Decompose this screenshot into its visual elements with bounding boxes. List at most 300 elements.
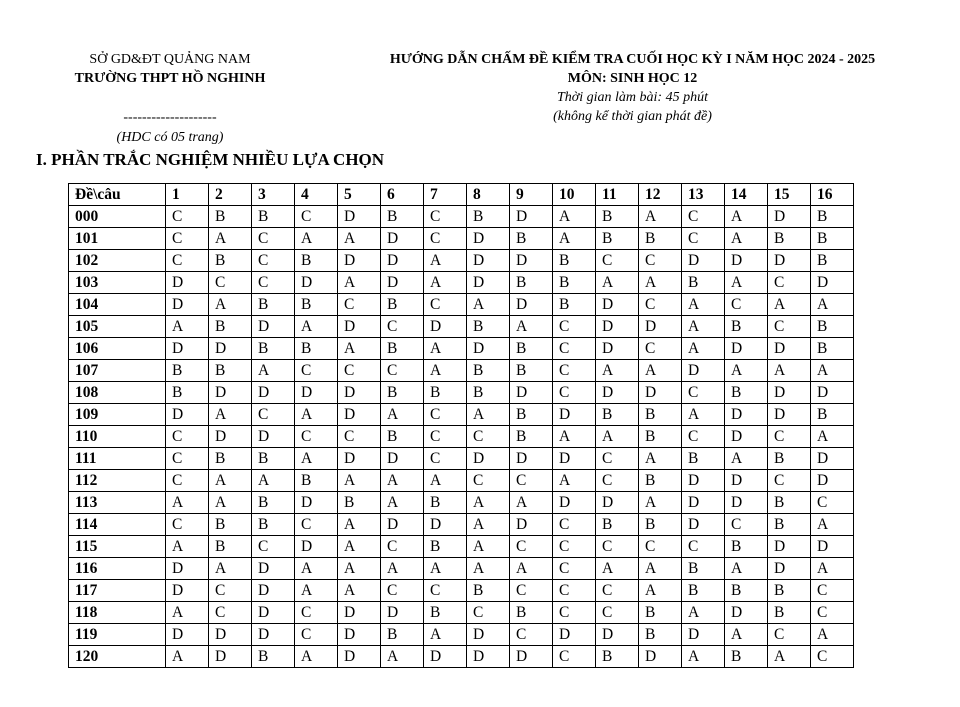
answer-cell: C	[553, 316, 596, 338]
answer-cell: D	[725, 426, 768, 448]
answer-cell: D	[811, 536, 854, 558]
answer-cell: B	[252, 448, 295, 470]
left-header	[60, 50, 280, 147]
exam-code-cell: 107	[69, 360, 166, 382]
answer-cell: B	[725, 580, 768, 602]
answer-cell: A	[424, 558, 467, 580]
answer-cell: B	[381, 294, 424, 316]
answer-cell: B	[209, 514, 252, 536]
answer-cell: C	[424, 580, 467, 602]
answer-cell: D	[467, 448, 510, 470]
answer-cell: A	[553, 228, 596, 250]
answer-cell: C	[682, 228, 725, 250]
answer-cell: A	[639, 206, 682, 228]
answer-cell: C	[682, 206, 725, 228]
column-header: 12	[639, 184, 682, 206]
answer-cell: D	[467, 272, 510, 294]
answer-cell: C	[166, 448, 209, 470]
answer-cell: C	[295, 360, 338, 382]
answer-cell: B	[682, 558, 725, 580]
answer-cell: C	[510, 624, 553, 646]
answer-cell: D	[209, 382, 252, 404]
answer-cell: A	[209, 294, 252, 316]
answer-cell: A	[768, 646, 811, 668]
answer-cell: B	[596, 206, 639, 228]
answer-cell: C	[252, 272, 295, 294]
answer-cell: B	[768, 514, 811, 536]
answer-cell: B	[768, 228, 811, 250]
answer-cell: A	[596, 426, 639, 448]
table-row	[69, 228, 854, 250]
answer-cell: B	[768, 602, 811, 624]
answer-cell: B	[639, 470, 682, 492]
answer-cell: D	[639, 316, 682, 338]
exam-code-cell: 105	[69, 316, 166, 338]
answer-cell: D	[811, 448, 854, 470]
table-row	[69, 646, 854, 668]
answer-cell: B	[725, 316, 768, 338]
table-row	[69, 382, 854, 404]
answer-cell: B	[596, 646, 639, 668]
answer-cell: C	[639, 250, 682, 272]
answer-cell: B	[381, 426, 424, 448]
answer-cell: B	[768, 492, 811, 514]
answer-cell: A	[596, 558, 639, 580]
answer-cell: A	[811, 426, 854, 448]
answer-cell: B	[209, 448, 252, 470]
answer-cell: D	[166, 624, 209, 646]
answer-cell: D	[510, 448, 553, 470]
table-row	[69, 206, 854, 228]
answer-cell: A	[596, 272, 639, 294]
answer-cell: B	[252, 206, 295, 228]
answer-cell: C	[553, 602, 596, 624]
answer-cell: D	[510, 294, 553, 316]
answer-cell: B	[510, 338, 553, 360]
answer-cell: A	[682, 602, 725, 624]
answer-cell: B	[338, 492, 381, 514]
answer-cell: D	[252, 316, 295, 338]
answer-cell: A	[166, 316, 209, 338]
exam-code-cell: 000	[69, 206, 166, 228]
answer-cell: C	[768, 272, 811, 294]
answer-cell: A	[510, 492, 553, 514]
table-row	[69, 316, 854, 338]
answer-cell: D	[467, 250, 510, 272]
section-heading: I. PHẦN TRẮC NGHIỆM NHIỀU LỰA CHỌN	[36, 150, 385, 169]
answer-cell: C	[596, 602, 639, 624]
table-row	[69, 514, 854, 536]
exam-code-cell: 101	[69, 228, 166, 250]
answer-cell: A	[510, 558, 553, 580]
answer-cell: D	[381, 228, 424, 250]
answer-cell: C	[166, 470, 209, 492]
answer-cell: C	[811, 602, 854, 624]
answer-cell: A	[252, 360, 295, 382]
answer-cell: B	[424, 536, 467, 558]
answer-cell: A	[424, 470, 467, 492]
answer-cell: A	[639, 492, 682, 514]
answer-cell: A	[682, 294, 725, 316]
answer-cell: B	[811, 206, 854, 228]
answer-cell: B	[252, 492, 295, 514]
table-row	[69, 580, 854, 602]
answer-cell: B	[682, 448, 725, 470]
subject-line: MÔN: SINH HỌC 12	[567, 71, 698, 86]
table-row	[69, 426, 854, 448]
answer-cell: A	[811, 514, 854, 536]
answer-cell: B	[510, 272, 553, 294]
table-corner-header: Đề\câu	[69, 184, 166, 206]
answer-cell: B	[209, 316, 252, 338]
answer-cell: D	[209, 426, 252, 448]
answer-cell: C	[467, 426, 510, 448]
table-row	[69, 470, 854, 492]
answer-cell: B	[424, 492, 467, 514]
answer-cell: B	[639, 602, 682, 624]
answer-cell: B	[768, 448, 811, 470]
time-limit: Thời gian làm bài: 45 phút	[557, 90, 708, 105]
column-header: 16	[811, 184, 854, 206]
answer-cell: A	[510, 316, 553, 338]
table-row	[69, 294, 854, 316]
answer-cell: A	[768, 294, 811, 316]
answer-cell: C	[424, 294, 467, 316]
answer-cell: A	[467, 404, 510, 426]
answer-cell: D	[553, 492, 596, 514]
answer-cell: A	[209, 492, 252, 514]
answer-cell: C	[209, 272, 252, 294]
time-note: (không kể thời gian phát đề)	[553, 109, 712, 124]
table-row	[69, 558, 854, 580]
answer-cell: A	[639, 272, 682, 294]
answer-cell: B	[811, 250, 854, 272]
answer-cell: C	[768, 316, 811, 338]
answer-cell: A	[338, 558, 381, 580]
answer-cell: D	[510, 514, 553, 536]
answer-cell: A	[338, 272, 381, 294]
answer-cell: C	[381, 536, 424, 558]
answer-cell: C	[166, 206, 209, 228]
answer-cell: C	[209, 580, 252, 602]
exam-code-cell: 113	[69, 492, 166, 514]
right-header	[340, 50, 925, 126]
answer-cell: D	[338, 206, 381, 228]
answer-cell: C	[252, 250, 295, 272]
answer-cell: A	[166, 602, 209, 624]
answer-cell: A	[811, 360, 854, 382]
answer-cell: B	[725, 646, 768, 668]
answer-cell: B	[295, 294, 338, 316]
answer-cell: D	[768, 558, 811, 580]
column-header: 11	[596, 184, 639, 206]
table-row	[69, 624, 854, 646]
document-title: HƯỚNG DẪN CHẤM ĐỀ KIỂM TRA CUỐI HỌC KỲ I NĂM HỌC 2024 - 2025	[389, 52, 876, 67]
answer-cell: B	[424, 382, 467, 404]
column-header: 4	[295, 184, 338, 206]
answer-cell: D	[553, 448, 596, 470]
answer-cell: C	[424, 448, 467, 470]
answer-cell: B	[682, 272, 725, 294]
answer-cell: A	[424, 250, 467, 272]
answer-cell: C	[553, 646, 596, 668]
answer-cell: D	[295, 382, 338, 404]
answer-cell: A	[166, 646, 209, 668]
table-row	[69, 338, 854, 360]
answer-cell: D	[338, 646, 381, 668]
answer-cell: C	[381, 580, 424, 602]
department-name: SỞ GD&ĐT QUẢNG NAM	[89, 52, 251, 67]
answer-cell: B	[553, 294, 596, 316]
answer-cell: C	[682, 536, 725, 558]
column-header: 3	[252, 184, 295, 206]
answer-cell: D	[467, 624, 510, 646]
answer-cell: B	[252, 294, 295, 316]
answer-cell: B	[639, 514, 682, 536]
answer-cell: A	[424, 360, 467, 382]
answer-cell: D	[682, 624, 725, 646]
answer-cell: D	[811, 272, 854, 294]
answer-cell: D	[553, 624, 596, 646]
answer-cell: C	[424, 206, 467, 228]
answer-cell: A	[209, 470, 252, 492]
answer-cell: A	[338, 514, 381, 536]
answer-cell: D	[725, 470, 768, 492]
answer-cell: D	[209, 624, 252, 646]
answer-cell: D	[811, 382, 854, 404]
answer-cell: B	[467, 316, 510, 338]
answer-cell: D	[295, 272, 338, 294]
column-header: 7	[424, 184, 467, 206]
answer-cell: A	[682, 404, 725, 426]
answer-cell: D	[725, 602, 768, 624]
answer-cell: A	[381, 404, 424, 426]
answer-cell: C	[811, 492, 854, 514]
column-header: 1	[166, 184, 209, 206]
answer-cell: B	[467, 360, 510, 382]
answer-cell: B	[725, 536, 768, 558]
answer-cell: A	[467, 558, 510, 580]
answer-cell: D	[381, 602, 424, 624]
answer-cell: C	[596, 250, 639, 272]
answer-cell: D	[682, 360, 725, 382]
answer-cell: A	[338, 536, 381, 558]
answer-cell: B	[381, 338, 424, 360]
answer-cell: A	[295, 448, 338, 470]
answer-cell: D	[166, 404, 209, 426]
answer-cell: A	[725, 558, 768, 580]
answer-cell: D	[768, 250, 811, 272]
answer-cell: A	[682, 338, 725, 360]
column-header: 10	[553, 184, 596, 206]
answer-cell: D	[510, 206, 553, 228]
answer-cell: C	[166, 514, 209, 536]
answer-cell: A	[811, 294, 854, 316]
answer-cell: A	[467, 492, 510, 514]
answer-cell: D	[768, 206, 811, 228]
answer-cell: A	[295, 646, 338, 668]
answer-cell: C	[553, 514, 596, 536]
answer-cell: C	[338, 294, 381, 316]
answer-cell: D	[252, 602, 295, 624]
answer-cell: B	[424, 602, 467, 624]
answer-cell: A	[725, 360, 768, 382]
answer-cell: C	[467, 602, 510, 624]
answer-cell: A	[338, 228, 381, 250]
answer-cell: C	[596, 580, 639, 602]
answer-cell: B	[209, 250, 252, 272]
answer-cell: D	[596, 338, 639, 360]
exam-code-cell: 117	[69, 580, 166, 602]
column-header: 8	[467, 184, 510, 206]
answer-cell: D	[338, 602, 381, 624]
answer-cell: C	[811, 580, 854, 602]
answer-cell: A	[639, 448, 682, 470]
answer-cell: A	[209, 558, 252, 580]
answer-cell: C	[553, 360, 596, 382]
answer-cell: D	[768, 382, 811, 404]
answer-cell: D	[252, 624, 295, 646]
answer-cell: C	[424, 426, 467, 448]
answer-cell: A	[338, 580, 381, 602]
answer-cell: A	[295, 228, 338, 250]
answer-cell: C	[725, 514, 768, 536]
answer-cell: A	[725, 206, 768, 228]
answer-cell: B	[811, 338, 854, 360]
answer-cell: C	[381, 316, 424, 338]
answer-cell: A	[295, 404, 338, 426]
answer-cell: C	[639, 294, 682, 316]
answer-cell: B	[510, 602, 553, 624]
answer-cell: B	[510, 426, 553, 448]
answer-cell: C	[553, 580, 596, 602]
answer-cell: D	[166, 558, 209, 580]
table-row	[69, 492, 854, 514]
answer-cell: A	[725, 228, 768, 250]
answer-cell: B	[209, 206, 252, 228]
answer-cell: C	[424, 404, 467, 426]
exam-code-cell: 112	[69, 470, 166, 492]
column-header: 9	[510, 184, 553, 206]
column-header: 15	[768, 184, 811, 206]
answer-cell: C	[596, 448, 639, 470]
answer-cell: C	[166, 228, 209, 250]
exam-code-cell: 111	[69, 448, 166, 470]
table-row	[69, 404, 854, 426]
answer-cell: D	[166, 338, 209, 360]
answer-cell: B	[682, 580, 725, 602]
answer-cell: D	[166, 580, 209, 602]
answer-cell: D	[209, 646, 252, 668]
answer-cell: C	[553, 558, 596, 580]
answer-cell: A	[639, 558, 682, 580]
answer-cell: D	[424, 514, 467, 536]
answer-cell: C	[682, 382, 725, 404]
answer-cell: C	[295, 602, 338, 624]
answer-cell: D	[682, 470, 725, 492]
column-header: 13	[682, 184, 725, 206]
answer-cell: A	[424, 624, 467, 646]
answer-cell: D	[639, 382, 682, 404]
answer-cell: D	[596, 492, 639, 514]
table-row	[69, 536, 854, 558]
answer-cell: D	[209, 338, 252, 360]
answer-cell: A	[295, 316, 338, 338]
answer-cell: D	[768, 536, 811, 558]
answer-cell: C	[553, 382, 596, 404]
pages-note: (HDC có 05 trang)	[116, 130, 224, 145]
answer-cell: D	[725, 492, 768, 514]
answer-cell: A	[553, 426, 596, 448]
answer-cell: D	[252, 382, 295, 404]
answer-cell: B	[811, 404, 854, 426]
answer-cell: B	[381, 624, 424, 646]
exam-code-cell: 115	[69, 536, 166, 558]
answer-cell: D	[381, 250, 424, 272]
answer-cell: C	[424, 228, 467, 250]
answer-cell: A	[811, 558, 854, 580]
table-row	[69, 602, 854, 624]
answer-cell: A	[467, 514, 510, 536]
answer-cell: B	[252, 646, 295, 668]
answer-cell: D	[381, 514, 424, 536]
answer-cell: A	[553, 470, 596, 492]
answer-cell: C	[596, 470, 639, 492]
table-row	[69, 250, 854, 272]
answer-cell: B	[811, 228, 854, 250]
answer-cell: C	[768, 426, 811, 448]
answer-cell: A	[381, 492, 424, 514]
answer-cell: C	[166, 426, 209, 448]
answer-cell: D	[768, 404, 811, 426]
answer-cell: D	[166, 272, 209, 294]
answer-cell: B	[768, 580, 811, 602]
answer-cell: B	[295, 338, 338, 360]
answer-cell: A	[682, 646, 725, 668]
answer-cell: C	[295, 624, 338, 646]
answer-cell: B	[510, 228, 553, 250]
answer-cell: D	[381, 448, 424, 470]
exam-code-cell: 104	[69, 294, 166, 316]
answer-cell: C	[338, 426, 381, 448]
answer-cell: D	[295, 536, 338, 558]
answer-cell: B	[553, 272, 596, 294]
answer-cell: D	[252, 426, 295, 448]
answer-cell: A	[252, 470, 295, 492]
answer-cell: B	[596, 404, 639, 426]
answer-cell: D	[424, 646, 467, 668]
answer-cell: A	[639, 360, 682, 382]
answer-cell: D	[596, 294, 639, 316]
answer-cell: B	[252, 338, 295, 360]
answer-cell: D	[596, 382, 639, 404]
answer-cell: C	[166, 250, 209, 272]
answer-cell: B	[295, 470, 338, 492]
answer-cell: D	[338, 316, 381, 338]
answer-cell: A	[381, 646, 424, 668]
column-header: 14	[725, 184, 768, 206]
table-row	[69, 448, 854, 470]
answer-cell: B	[553, 250, 596, 272]
answer-cell: C	[381, 360, 424, 382]
table-row	[69, 360, 854, 382]
answer-cell: B	[596, 228, 639, 250]
answer-cell: B	[467, 382, 510, 404]
exam-code-cell: 114	[69, 514, 166, 536]
answer-cell: C	[639, 338, 682, 360]
answer-cell: A	[381, 470, 424, 492]
answer-cell: B	[467, 206, 510, 228]
